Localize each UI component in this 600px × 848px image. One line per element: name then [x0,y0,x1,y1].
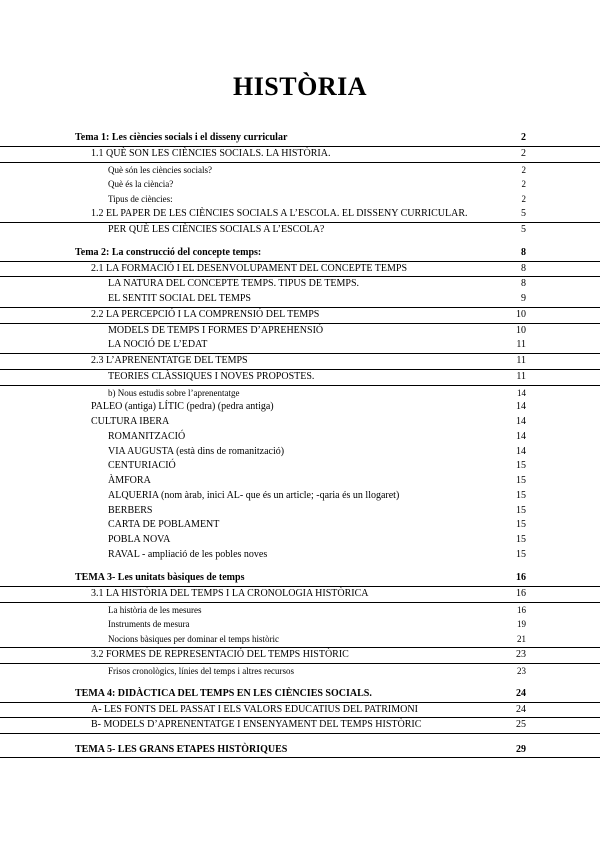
toc-page-number: 15 [516,475,526,486]
toc-entry-label: Tipus de ciències: [108,194,173,204]
toc-entry-label: LA NOCIÓ DE L’EDAT [108,339,208,351]
toc-page-number: 10 [516,324,526,336]
table-of-contents [0,131,600,758]
toc-entry-label: CULTURA IBERA [91,416,170,427]
toc-section[interactable] [0,648,600,664]
toc-page-number: 2 [521,132,526,143]
toc-section[interactable] [0,354,600,370]
toc-section[interactable] [0,147,600,163]
toc-entry-label: VIA AUGUSTA (està dins de romanització) [108,445,285,457]
toc-section[interactable] [0,400,600,415]
toc-chapter[interactable] [0,687,600,703]
toc-entry-label: 2.1 LA FORMACIÓ I EL DESENVOLUPAMENT DEL CONCEPTE TEMPS [91,262,408,274]
toc-entry-label: PER QUÈ LES CIÈNCIES SOCIALS A L’ESCOLA? [108,223,325,235]
toc-page-number: 25 [516,719,526,731]
toc-subsection[interactable] [0,445,600,460]
toc-page-number: 23 [516,648,526,660]
toc-entry-label: 3.2 FORMES DE REPRESENTACIÓ DEL TEMPS HISTÒRIC [91,648,349,660]
toc-gap [0,563,600,572]
toc-subsection[interactable] [0,474,600,489]
toc-entry-label: B- MODELS D’APRENENTATGE I ENSENYAMENT DEL TEMPS HISTÒRIC [91,719,422,731]
toc-section[interactable] [0,415,600,430]
toc-entry-label: TEORIES CLÀSSIQUES I NOVES PROPOSTES. [108,370,315,382]
toc-chapter[interactable] [0,246,600,262]
toc-page-number: 15 [516,504,526,516]
toc-subsection[interactable] [0,324,600,339]
toc-page-number: 24 [516,703,526,715]
toc-page-number: 8 [521,246,526,258]
toc-entry-label: 2.2 LA PERCEPCIÓ I LA COMPRENSIÓ DEL TEMPS [91,308,320,320]
toc-subsection[interactable] [0,430,600,445]
toc-entry-label: TEMA 4: DIDÀCTICA DEL TEMPS EN LES CIÈNCIES SOCIALS. [75,687,372,699]
toc-page-number: 19 [517,619,526,630]
toc-page-number: 16 [517,604,526,615]
toc-page-number: 11 [516,339,526,351]
toc-subsection[interactable] [0,548,600,563]
toc-entry-label: RAVAL - ampliació de les pobles noves [108,548,268,560]
toc-page-number: 11 [516,370,526,382]
toc-page-number: 14 [516,430,526,442]
toc-subsection[interactable] [0,223,600,238]
toc-page-number: 14 [517,387,526,398]
toc-page-number: 15 [516,519,526,531]
toc-page-number: 8 [521,278,526,290]
toc-page-number: 11 [516,355,526,366]
toc-entry-label: LA NATURA DEL CONCEPTE TEMPS. TIPUS DE TEMPS. [108,278,360,290]
toc-entry-label: Instruments de mesura [108,619,190,630]
toc-page-number: 24 [516,687,526,699]
toc-entry-label: Nocions bàsiques per dominar el temps històric [108,634,279,644]
toc-entry-label: MODELS DE TEMPS I FORMES D’APREHENSIÓ [108,324,324,336]
toc-page-number: 23 [517,665,526,676]
toc-section[interactable] [0,718,600,734]
toc-subsection[interactable] [0,489,600,504]
toc-section[interactable] [0,207,600,223]
toc-gap [0,734,600,743]
toc-entry-label: 2.3 L’APRENENTATGE DEL TEMPS [91,355,248,366]
toc-page-number: 21 [517,634,526,644]
toc-entry-label: ROMANITZACIÓ [108,430,186,442]
toc-subsection[interactable] [0,632,600,648]
toc-entry-label: PALEO (antiga) LÍTIC (pedra) (pedra antiga) [91,401,274,413]
toc-entry-label: b) Nous estudis sobre l’aprenentatge [108,387,240,398]
toc-entry-label: CENTURIACIÓ [108,460,176,472]
toc-page-number: 16 [516,587,526,599]
toc-chapter[interactable] [0,571,600,587]
toc-gap [0,237,600,246]
toc-entry-label: EL SENTIT SOCIAL DEL TEMPS [108,293,251,304]
toc-entry-label: Què és la ciència? [108,179,174,190]
toc-subsection[interactable] [0,277,600,292]
toc-subsection[interactable] [0,603,600,618]
toc-entry-label: Tema 2: La construcció del concepte temps: [75,246,262,258]
toc-entry-label: ALQUERIA (nom àrab, inici AL- que és un article; -qaria és un llogaret) [108,489,400,501]
toc-gap [0,678,600,687]
toc-entry-label: Tema 1: Les ciències socials i el disseny curricular [75,132,288,143]
toc-page-number: 2 [521,147,526,159]
toc-page-number: 2 [521,194,526,204]
toc-subsection[interactable] [0,370,600,386]
toc-subsection[interactable] [0,518,600,533]
toc-page-number: 14 [516,416,526,427]
toc-page-number: 2 [521,179,526,190]
toc-entry-label: 3.1 LA HISTÒRIA DEL TEMPS I LA CRONOLOGIA HISTÒRICA [91,587,369,599]
toc-page-number: 14 [516,445,526,457]
toc-entry-label: TEMA 5- LES GRANS ETAPES HISTÒRIQUES [75,743,288,755]
toc-section[interactable] [0,703,600,719]
toc-entry-label: TEMA 3- Les unitats bàsiques de temps [75,572,245,583]
toc-page-number: 14 [516,401,526,413]
toc-page-number: 9 [521,293,526,304]
toc-chapter[interactable] [0,743,600,759]
toc-subsection[interactable] [0,664,600,679]
toc-section[interactable] [0,262,600,278]
toc-section[interactable] [0,587,600,603]
toc-subsection[interactable] [0,533,600,548]
toc-page-number: 29 [516,743,526,755]
toc-page-number: 16 [516,572,526,583]
toc-subsection[interactable] [0,386,600,401]
page-title: HISTÒRIA [232,72,368,101]
toc-entry-label: Frisos cronològics, línies del temps i altres recursos [108,665,294,676]
toc-page-number: 8 [521,262,526,274]
toc-entry-label: CARTA DE POBLAMENT [108,519,220,531]
toc-subsection[interactable] [0,504,600,519]
toc-entry-label: Què són les ciències socials? [108,164,212,175]
toc-chapter[interactable] [0,131,600,147]
toc-entry-label: A- LES FONTS DEL PASSAT I ELS VALORS EDUCATIUS DEL PATRIMONI [91,703,418,715]
toc-subsection[interactable] [0,163,600,178]
toc-section[interactable] [0,308,600,324]
toc-subsection[interactable] [0,459,600,474]
toc-subsection[interactable] [0,338,600,354]
toc-page-number: 5 [521,207,526,219]
toc-entry-label: 1.1 QUÈ SON LES CIÈNCIES SOCIALS. LA HISTÒRIA. [91,147,331,159]
toc-page-number: 15 [516,548,526,560]
toc-entry-label: BERBERS [108,504,153,516]
toc-subsection[interactable] [0,617,600,632]
toc-page-number: 15 [516,460,526,472]
toc-subsection[interactable] [0,292,600,308]
toc-subsection[interactable] [0,177,600,192]
toc-page-number: 15 [516,489,526,501]
toc-page-number: 15 [516,534,526,545]
toc-entry-label: La història de les mesures [108,604,202,615]
toc-subsection[interactable] [0,192,600,207]
toc-entry-label: 1.2 EL PAPER DE LES CIÈNCIES SOCIALS A L’ESCOLA. EL DISSENY CURRICULAR. [91,207,468,219]
toc-page-number: 2 [521,164,526,175]
toc-page-number: 10 [516,308,526,320]
toc-page-number: 5 [521,223,526,235]
toc-entry-label: POBLA NOVA [108,534,171,545]
toc-entry-label: ÀMFORA [108,475,151,486]
